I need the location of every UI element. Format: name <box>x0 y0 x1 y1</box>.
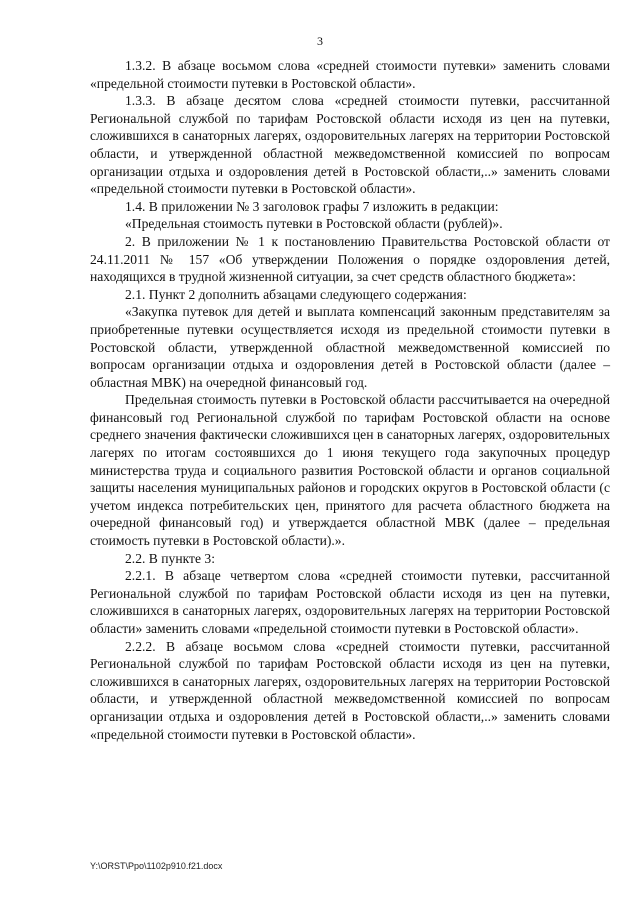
paragraph-procurement: «Закупка путевок для детей и выплата компенсаций законным представителям за приобретенные путевки осуществляется исходя из предельной стоимости путевки в Ростовской области, утвержденной областной межведомственной комиссией по вопросам организации отдыха и оздоровления детей в Ростовской области (далее – областная МВК) на очередной финансовый год. <box>90 304 610 390</box>
paragraph-1-3-3: 1.3.3. В абзаце десятом слова «средней стоимости путевки, рассчитанной Региональной службой по тарифам Ростовской области исходя из цен на путевки, сложившихся в санаторных лагерях, оздоровительных лагерях на территории Ростовской области, и утвержденной областной межведомственной комиссией по вопросам организации отдыха и оздоровления детей в Ростовской области,..» заменить словами «предельной стоимости путевки в Ростовской области». <box>90 93 610 197</box>
document-body <box>90 57 610 743</box>
footer-file-path: Y:\ORST\Ppo\1102p910.f21.docx <box>90 861 223 871</box>
paragraph-2-2: 2.2. В пункте 3: <box>125 550 215 566</box>
paragraph-2-1: 2.1. Пункт 2 дополнить абзацами следующего содержания: <box>125 286 467 302</box>
paragraph-2-2-1: 2.2.1. В абзаце четвертом слова «средней стоимости путевки, рассчитанной Региональной службой по тарифам Ростовской области исходя из цен на путевки, сложившихся в санаторных лагерях, оздоровительных лагерях на территории Ростовской области» заменить словами «предельной стоимости путевки в Ростовской области». <box>90 568 610 636</box>
page-number: 3 <box>317 34 323 48</box>
paragraph-graph7-title: «Предельная стоимость путевки в Ростовской области (рублей)». <box>125 216 503 232</box>
paragraph-1-3-2: 1.3.2. В абзаце восьмом слова «средней стоимости путевки» заменить словами «предельной стоимости путевки в Ростовской области». <box>90 58 610 91</box>
paragraph-max-cost: Предельная стоимость путевки в Ростовской области рассчитывается на очередной финансовый год Региональной службой по тарифам Ростовской области на основе среднего значения фактически сложившихся цен в санаторных лагерях, оздоровительных лагерях по итогам состоявшихся до 1 июня текущего года закупочных процедур министерства труда и социального развития Ростовской области и органов социальной защиты населения муниципальных районов и городских округов в Ростовской области (с учетом индекса потребительских цен, принятого для расчета областного бюджета на очередной финансовый год) и утверждается областной МВК (далее – предельная стоимость путевки в Ростовской области).». <box>90 392 610 549</box>
paragraph-2: 2. В приложении № 1 к постановлению Правительства Ростовской области от 24.11.2011 № 157 «Об утверждении Положения о порядке оздоровления детей, находящихся в трудной жизненной ситуации, за счет средств областного бюджета»: <box>90 233 610 285</box>
paragraph-2-2-2: 2.2.2. В абзаце восьмом слова «средней стоимости путевки, рассчитанной Региональной службой по тарифам Ростовской области исходя из цен на путевки, сложившихся в санаторных лагерях, оздоровительных лагерях на территории Ростовской области, и утвержденной областной межведомственной комиссией по вопросам организации отдыха и оздоровления детей в Ростовской области,..» заменить словами «предельной стоимости путевки в Ростовской области». <box>90 638 610 742</box>
paragraph-1-4: 1.4. В приложении № 3 заголовок графы 7 изложить в редакции: <box>125 198 499 214</box>
